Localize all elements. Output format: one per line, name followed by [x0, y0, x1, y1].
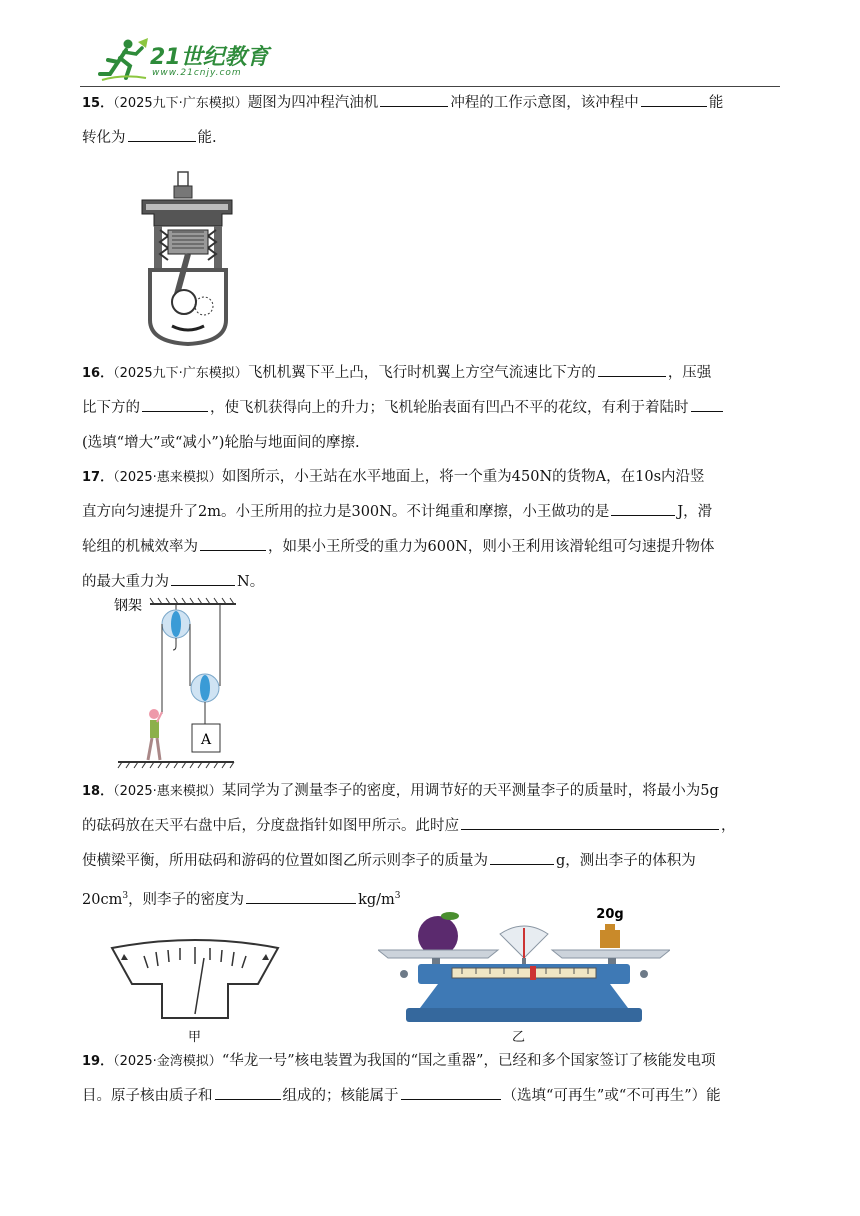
- question-text: ，则李子的密度为: [128, 891, 245, 908]
- question-text: g，测出李子的体积为: [556, 853, 696, 869]
- answer-blank[interactable]: [142, 393, 208, 412]
- question-text: kg/m: [358, 891, 395, 908]
- question-source: （2025·惠来模拟）: [113, 470, 222, 485]
- logo-title: 21世纪教育: [150, 45, 269, 70]
- answer-blank[interactable]: [200, 532, 266, 551]
- rider-slider: [530, 966, 536, 980]
- answer-blank[interactable]: [611, 497, 675, 516]
- question-text: N。: [237, 574, 265, 590]
- question-text: 飞机机翼下平上凸，飞行时机翼上方空气流速比下方的: [247, 365, 596, 381]
- question-text: 的最大重力为: [82, 574, 169, 590]
- question-text: 轮组的机械效率为: [82, 539, 198, 555]
- answer-blank[interactable]: [246, 885, 356, 904]
- superscript: 3: [394, 891, 401, 901]
- cargo-label: A: [200, 732, 212, 748]
- answer-blank[interactable]: [490, 846, 554, 865]
- question-text: ，如果小王所受的重力为600N，则小王利用该滑轮组可匀速提升物体: [268, 539, 715, 555]
- question-text: “华龙一号”核电装置为我国的“国之重器”，已经和多个国家签订了核能发电项: [221, 1053, 716, 1069]
- pulley-figure: [110, 592, 250, 772]
- frame-label: 钢架: [114, 598, 142, 614]
- question-text: ，压强: [667, 365, 712, 381]
- answer-blank[interactable]: [128, 123, 196, 142]
- question-text: ，使飞机获得向上的升力；飞机轮胎表面有凹凸不平的花纹，有利于着陆时: [210, 400, 689, 416]
- question-text: 的砝码放在天平右盘中后，分度盘指针如图甲所示。此时应: [82, 818, 459, 834]
- engine-figure: [132, 170, 244, 346]
- question-text: 能.: [197, 130, 217, 146]
- balance-figure: [378, 904, 670, 1028]
- question-17: [82, 460, 776, 600]
- figure-caption-b: 乙: [512, 1030, 526, 1045]
- runner-icon: [98, 38, 148, 82]
- question-text: 能: [708, 95, 724, 111]
- question-text: 某同学为了测量李子的密度，用调节好的天平测量李子的质量时，将最小为5g: [221, 783, 719, 799]
- question-text: ，: [721, 818, 736, 834]
- question-text: J，滑: [677, 504, 713, 520]
- scale-dial-figure: [108, 938, 282, 1022]
- answer-blank[interactable]: [641, 88, 707, 107]
- question-text: 转化为: [82, 130, 126, 146]
- answer-blank[interactable]: [171, 567, 235, 586]
- question-number: 17．: [82, 470, 114, 485]
- question-text: 组成的；核能属于: [282, 1088, 399, 1104]
- answer-blank[interactable]: [401, 1081, 501, 1100]
- question-text: 冲程的工作示意图，该冲程中: [450, 95, 639, 111]
- question-text: 20cm: [82, 891, 123, 908]
- answer-blank[interactable]: [215, 1081, 281, 1100]
- figure-caption-a: 甲: [188, 1030, 202, 1045]
- question-source: （2025·惠来模拟）: [113, 784, 222, 799]
- answer-blank[interactable]: [598, 358, 666, 377]
- question-18: [82, 774, 776, 918]
- answer-blank[interactable]: [380, 88, 448, 107]
- weight-label: 20g: [596, 907, 624, 922]
- question-text: 如图所示，小王站在水平地面上，将一个重为450N的货物A，在10s内沿竖: [221, 469, 705, 485]
- answer-blank[interactable]: [461, 811, 719, 830]
- question-number: 18．: [82, 784, 114, 799]
- question-19: [82, 1044, 776, 1114]
- superscript: 3: [122, 891, 129, 901]
- question-text: 题图为四冲程汽油机: [247, 95, 379, 111]
- question-source: （2025·金湾模拟）: [113, 1054, 222, 1069]
- answer-blank[interactable]: [691, 393, 723, 412]
- question-number: 19．: [82, 1054, 114, 1069]
- question-source: （2025九下·广东模拟）: [113, 96, 248, 111]
- question-15: [82, 86, 776, 156]
- question-number: 16．: [82, 366, 114, 381]
- logo: [98, 38, 278, 86]
- question-number: 15．: [82, 96, 114, 111]
- question-source: （2025九下·广东模拟）: [113, 366, 248, 381]
- question-text: 比下方的: [82, 400, 140, 416]
- question-text: 使横梁平衡，所用砝码和游码的位置如图乙所示则李子的质量为: [82, 853, 488, 869]
- question-16: [82, 356, 776, 461]
- logo-url: www.21cnjy.com: [152, 68, 242, 78]
- page-header: [0, 0, 860, 90]
- question-text: (选填“增大”或“减小”)轮胎与地面间的摩擦.: [82, 435, 360, 451]
- question-text: 直方向匀速提升了2m。小王所用的拉力是300N。不计绳重和摩擦，小王做功的是: [82, 504, 610, 520]
- weight-icon: [600, 930, 620, 948]
- question-text: （选填“可再生”或“不可再生”）能: [502, 1088, 721, 1104]
- question-text: 目。原子核由质子和: [82, 1088, 213, 1104]
